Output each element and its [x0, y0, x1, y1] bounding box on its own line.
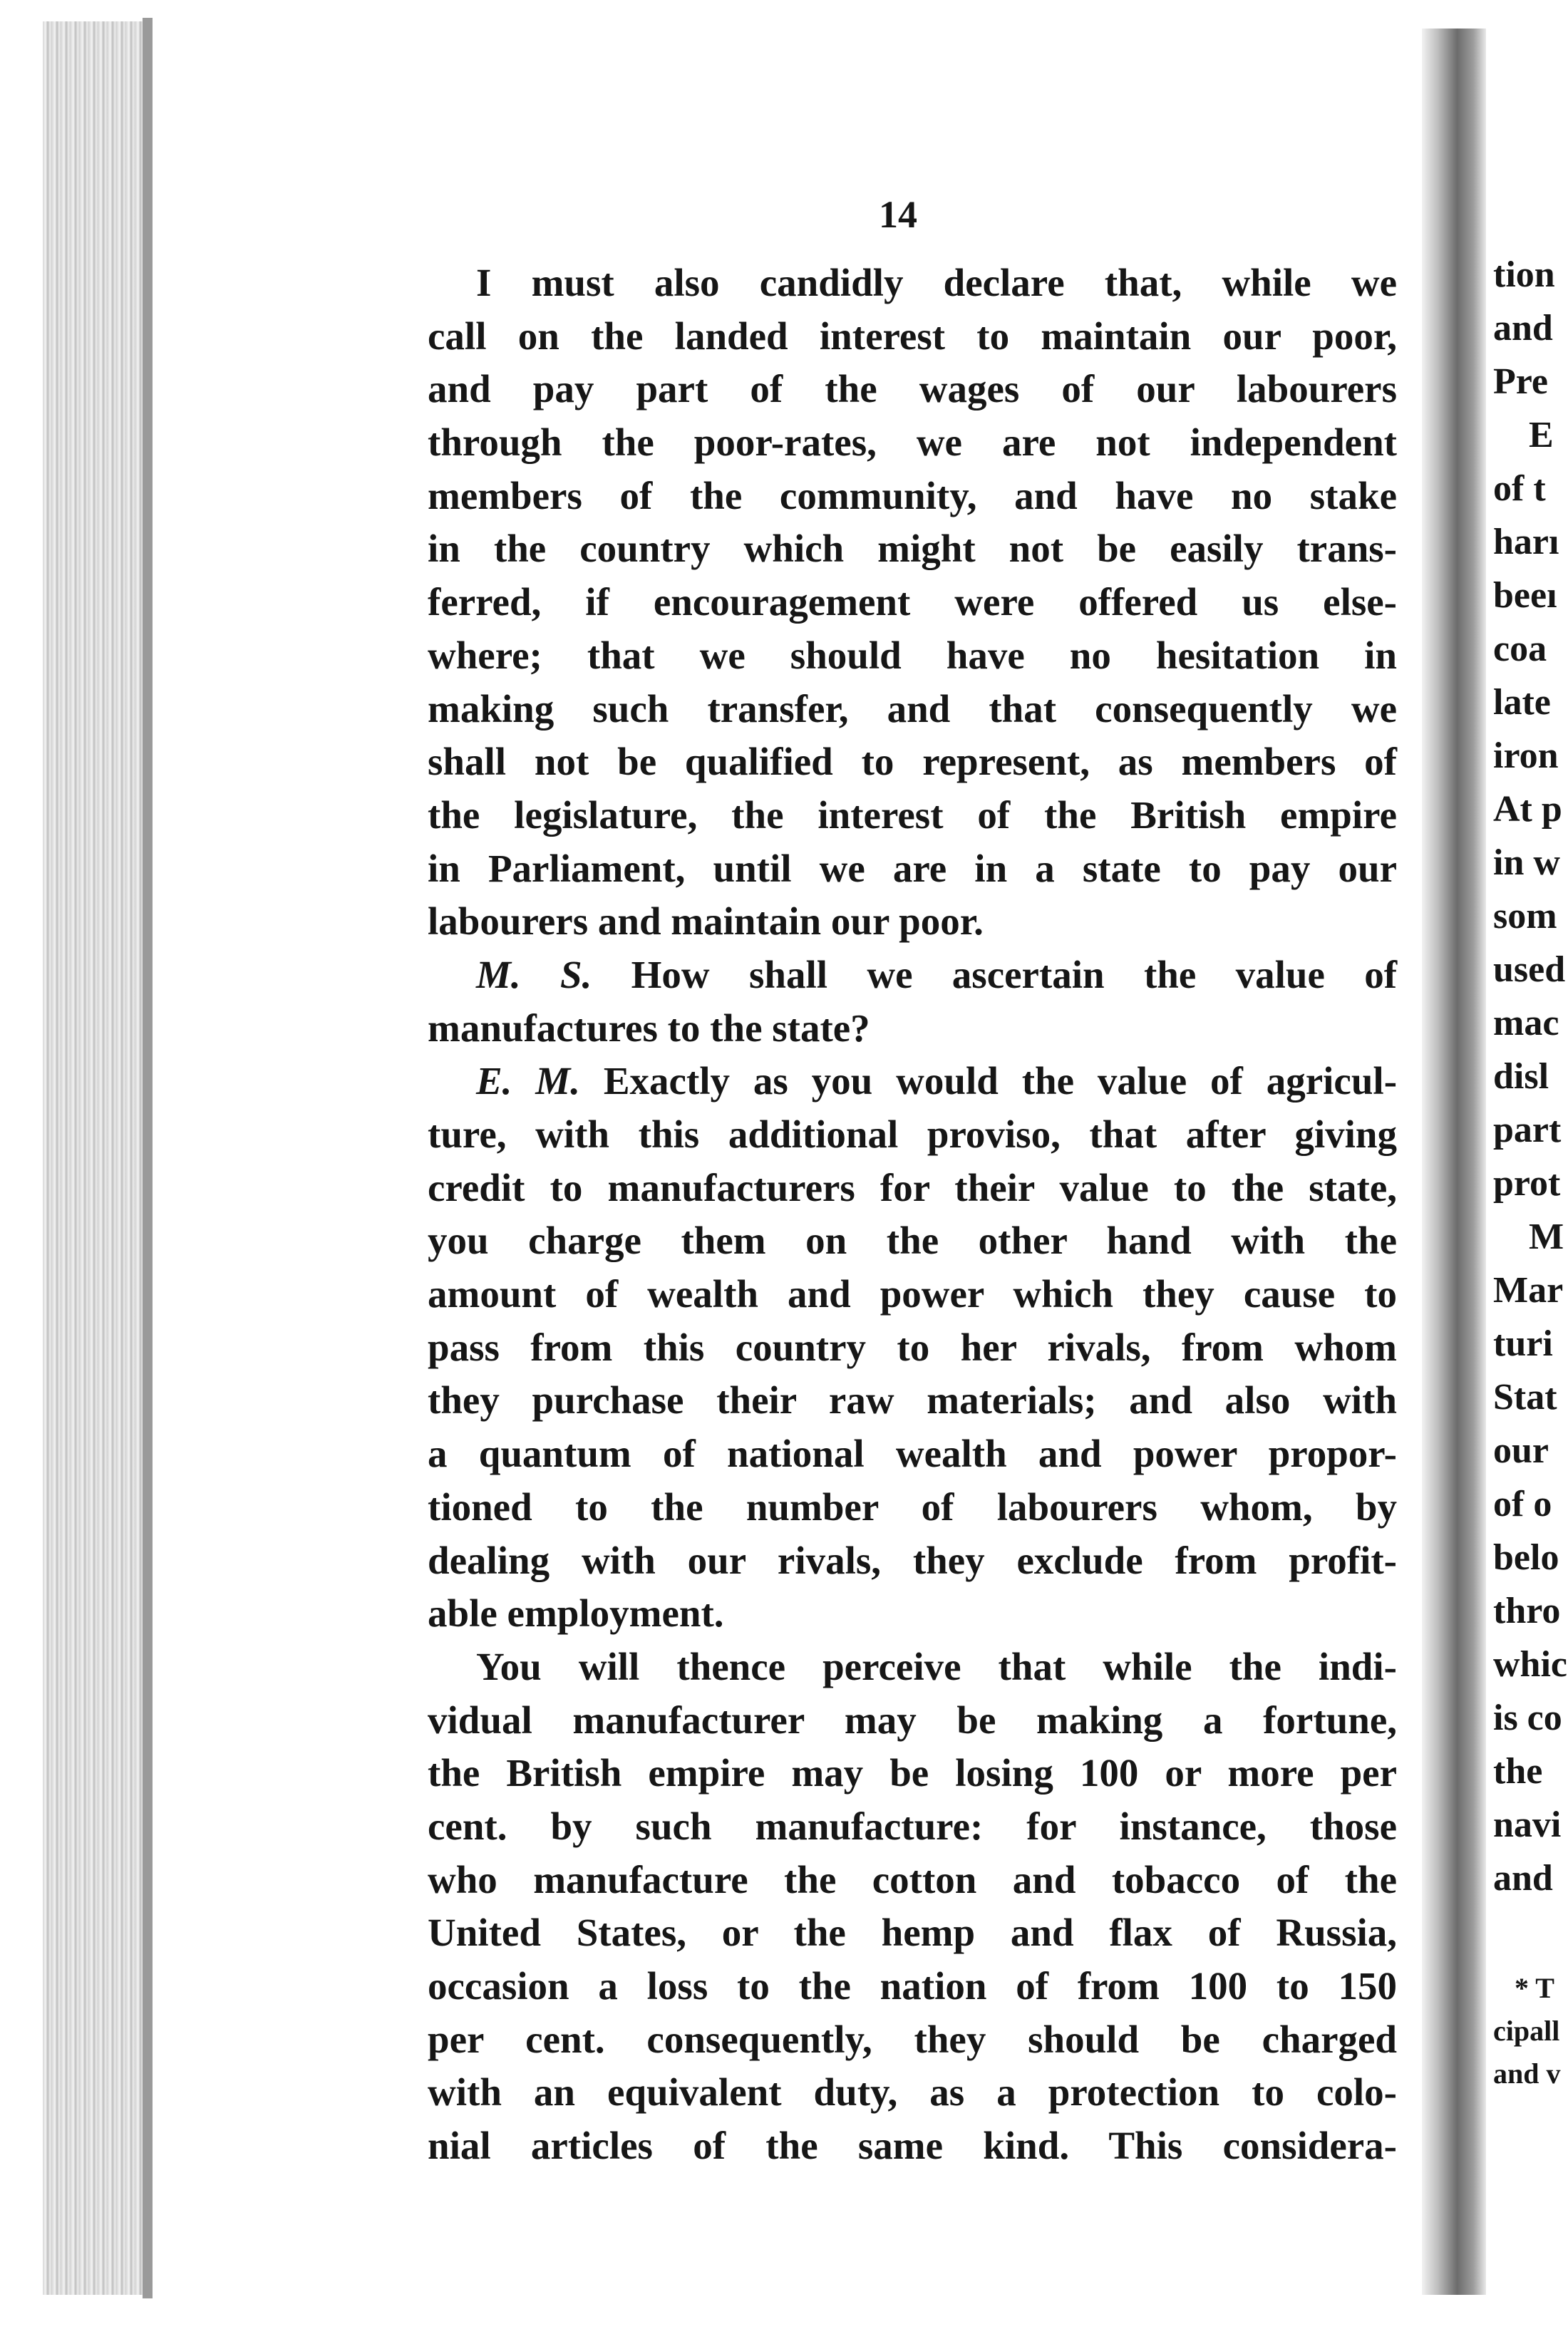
text-line: [428, 1481, 1397, 1534]
line-text: a quantum of national wealth and power propor-: [428, 1432, 1397, 1476]
text-line: [428, 1800, 1397, 1854]
line-text: the British empire may be losing 100 or more per: [428, 1751, 1397, 1795]
facing-page-text: whic: [1493, 1644, 1567, 1685]
facing-page-text: navi: [1493, 1805, 1562, 1845]
facing-page-text: late: [1493, 682, 1551, 723]
facing-page-text: M: [1529, 1217, 1564, 1257]
line-text: where; that we should have no hesitation in: [428, 633, 1397, 677]
text-line: [428, 310, 1397, 363]
text-line: [428, 1534, 1397, 1588]
line-text: ture, with this additional proviso, that after giving: [428, 1112, 1397, 1156]
text-line: [428, 842, 1397, 896]
text-line: [428, 1374, 1397, 1428]
facing-page-text: prot: [1493, 1163, 1561, 1204]
line-text: manufactures to the state?: [428, 1006, 870, 1050]
text-line: [428, 1055, 1397, 1108]
facing-page-fragment: [1486, 14, 1568, 2349]
line-text: ferred, if encouragement were offered us else-: [428, 580, 1397, 624]
facing-page-text: coa: [1493, 629, 1547, 669]
facing-page-text: harı: [1493, 522, 1559, 562]
line-text: in the country which might not be easily trans-: [428, 527, 1397, 571]
text-line: [428, 576, 1397, 629]
text-line: [428, 735, 1397, 789]
facing-page-text: beeı: [1493, 575, 1557, 616]
line-text: pass from this country to her rivals, from whom: [428, 1325, 1397, 1369]
line-text: cent. by such manufacture: for instance, those: [428, 1804, 1397, 1848]
text-line: [428, 1002, 1397, 1055]
line-text: and pay part of the wages of our labourers: [428, 367, 1397, 411]
facing-page-text: mac: [1493, 1003, 1559, 1043]
text-line: [428, 1960, 1397, 2013]
text-line: [428, 895, 1397, 949]
facing-page-text: our: [1493, 1430, 1549, 1471]
line-text: who manufacture the cotton and tobacco of the: [428, 1857, 1397, 1901]
text-line: [428, 363, 1397, 416]
facing-page-text: disl: [1493, 1056, 1549, 1097]
speaker-label: E. M.: [476, 1059, 580, 1103]
text-line: [428, 416, 1397, 470]
text-line: [428, 257, 1397, 310]
text-line: [428, 789, 1397, 842]
text-line: [428, 2066, 1397, 2120]
line-text: credit to manufacturers for their value to the state,: [428, 1165, 1397, 1209]
facing-page-footnote: cipall: [1493, 2015, 1560, 2047]
speaker-label: M. S.: [476, 952, 592, 996]
text-line: [428, 1854, 1397, 1907]
text-line: [428, 470, 1397, 523]
facing-page-text: of t: [1493, 468, 1546, 509]
facing-page-footnote: * T: [1515, 1972, 1554, 2004]
facing-page-text: At p: [1493, 789, 1562, 830]
facing-page-text: Pre: [1493, 361, 1548, 402]
text-line: [428, 1641, 1397, 1694]
facing-page-text: and: [1493, 308, 1553, 349]
facing-page-footnote: and v: [1493, 2058, 1561, 2090]
facing-page-text: is co: [1493, 1698, 1562, 1738]
line-text: occasion a loss to the nation of from 100 to 150: [428, 1964, 1397, 2008]
facing-page-text: part: [1493, 1110, 1562, 1150]
line-text: amount of wealth and power which they cause to: [428, 1272, 1397, 1316]
text-line: [428, 1214, 1397, 1268]
line-text: through the poor-rates, we are not independent: [428, 420, 1397, 465]
text-line: [428, 2013, 1397, 2067]
line-text: You will thence perceive that while the indi-: [476, 1644, 1397, 1688]
facing-page-text: iron: [1493, 735, 1559, 776]
text-line: [428, 522, 1397, 576]
body-text: [428, 257, 1397, 2173]
line-text: shall not be qualified to represent, as members of: [428, 740, 1397, 784]
text-line: [428, 1747, 1397, 1800]
line-text: How shall we ascertain the value of: [631, 952, 1398, 996]
facing-page-text: in w: [1493, 842, 1560, 883]
line-text: I must also candidly declare that, while we: [476, 261, 1397, 304]
line-text: you charge them on the other hand with the: [428, 1219, 1397, 1263]
facing-page-text: and: [1493, 1858, 1553, 1899]
text-line: [428, 2120, 1397, 2173]
line-text: tioned to the number of labourers whom, by: [428, 1485, 1397, 1529]
page-edges: [43, 21, 150, 2295]
facing-page-text: used: [1493, 949, 1566, 990]
line-text: United States, or the hemp and flax of Russia,: [428, 1911, 1397, 1955]
line-text: labourers and maintain our poor.: [428, 899, 984, 944]
text-line: [428, 1162, 1397, 1215]
line-text: per cent. consequently, they should be charged: [428, 2017, 1397, 2061]
facing-page-text: thro: [1493, 1591, 1561, 1631]
text-line: [428, 683, 1397, 736]
facing-page-text: of o: [1493, 1484, 1552, 1524]
text-line: [428, 1587, 1397, 1641]
facing-page-text: Stat: [1493, 1377, 1557, 1418]
line-text: the legislature, the interest of the British empire: [428, 793, 1397, 837]
text-line: [428, 1321, 1397, 1375]
line-text: vidual manufacturer may be making a fortune,: [428, 1698, 1397, 1742]
facing-page-text: turi: [1493, 1323, 1553, 1364]
facing-page-text: som: [1493, 896, 1557, 936]
line-text: dealing with our rivals, they exclude from profit-: [428, 1538, 1397, 1582]
text-line: [428, 949, 1397, 1002]
line-text: in Parliament, until we are in a state to pay our: [428, 846, 1397, 890]
facing-page-text: tion: [1493, 254, 1555, 295]
line-text: able employment.: [428, 1591, 724, 1636]
line-text: they purchase their raw materials; and also with: [428, 1378, 1397, 1423]
text-line: [428, 1268, 1397, 1321]
gutter-shadow: [1422, 29, 1486, 2295]
line-text: with an equivalent duty, as a protection to colo-: [428, 2070, 1397, 2115]
page-number: 14: [879, 193, 917, 236]
line-text: members of the community, and have no stake: [428, 473, 1397, 517]
line-text: nial articles of the same kind. This considera-: [428, 2124, 1397, 2168]
text-line: [428, 1428, 1397, 1481]
text-line: [428, 1906, 1397, 1960]
facing-page-text: the: [1493, 1751, 1543, 1792]
text-line: [428, 1108, 1397, 1162]
line-text: Exactly as you would the value of agricul-: [603, 1059, 1398, 1103]
facing-page-text: Mar: [1493, 1270, 1564, 1311]
line-text: call on the landed interest to maintain our poor,: [428, 314, 1397, 358]
binding-edge: [143, 18, 153, 2298]
line-text: making such transfer, and that consequently we: [428, 686, 1397, 730]
facing-page-text: belo: [1493, 1537, 1559, 1578]
text-line: [428, 629, 1397, 683]
text-line: [428, 1694, 1397, 1747]
facing-page-text: E: [1529, 415, 1554, 455]
